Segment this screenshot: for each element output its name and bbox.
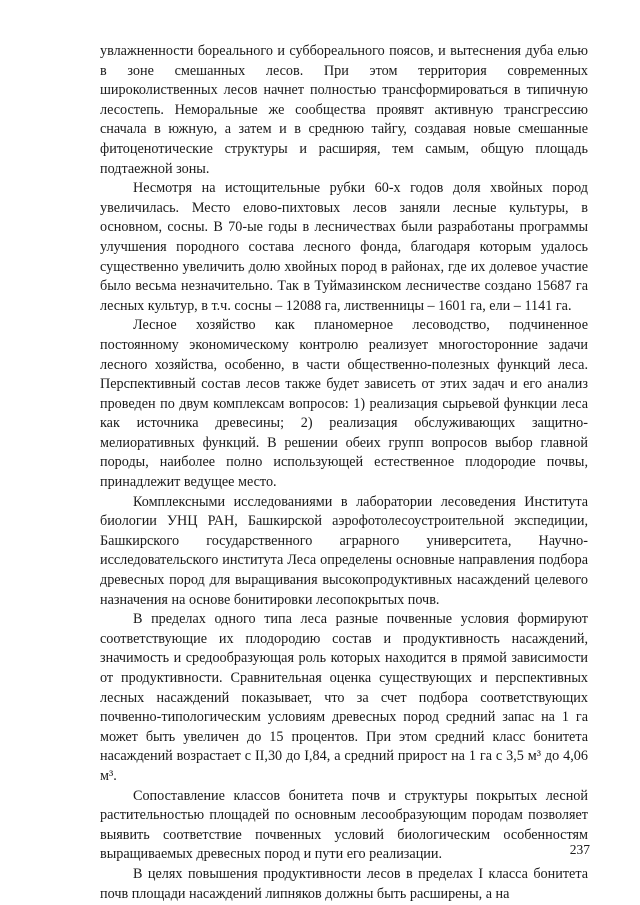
paragraph-2: Несмотря на истощительные рубки 60-х годов доля хвойных пород увеличилась. Место елово-пихтовых лесов заняли лесные культуры, в основном, сосны. В 70-ые годы в лесничествах были разработаны программы улучшения породного состава лесного фонда, благодаря которым удалось существенно увеличить долю хвойных пород в районах, где их долевое участие было весьма незначительно. Так в Туймазинском лесничестве создано 15687 га лесных культур, в т.ч. сосны – 12088 га, лиственницы – 1601 га, ели – 1141 га. [100,180,588,314]
paragraph-1: увлажненности бореального и суббореального поясов, и вытеснения дуба елью в зоне смешанных лесов. При этом территория современных широколиственных лесов начнет полностью трансформироваться в типичную лесостепь. Неморальные же сообщества проявят активную трансгрессию сначала в южную, а затем и в среднюю тайгу, создавая новые смешанные фитоценотические структуры и расширяя, тем самым, общую площадь подтаежной зоны. [100,43,588,177]
paragraph-5: В пределах одного типа леса разные почвенные условия формируют соответствующие их плодородию состав и продуктивность насаждений, значимость и средообразующая роль которых находится в прямой зависимости от продуктивности. Сравнительная оценка существующих и перспективных лесных насаждений показывает, что за счет подбора соответствующих почвенно-типологическим условиям древесных пород средний запас на 1 га может быть увеличен до 15 процентов. При этом средний класс бонитета насаждений возрастает с II,30 до I,84, а средний прирост на 1 га с 3,5 м³ до 4,06 м³. [100,611,588,784]
paragraph-6: Сопоставление классов бонитета почв и структуры покрытых лесной растительностью площадей по основным лесообразующим породам позволяет выявить соответствие почвенных условий биологическим особенностям выращиваемых древесных пород и пути его реализации. [100,787,588,863]
page-number: 237 [569,842,590,857]
paragraph-4: Комплексными исследованиями в лаборатории лесоведения Института биологии УНЦ РАН, Башкирской аэрофотолесоустроительной экспедиции, Башкирского государственного аграрного университета, Научно-исследовательского института Леса определены основные направления подбора древесных пород для выращивания высокопродуктивных насаждений целевого назначения на основе бонитировки лесопокрытых почв. [100,493,588,608]
paragraph-7: В целях повышения продуктивности лесов в пределах I класса бонитета почв площади насаждений липняков должны быть расширены, а на [100,865,588,902]
paragraph-3: Лесное хозяйство как планомерное лесоводство, подчиненное постоянному экономическому контролю реализует многосторонние задачи лесного хозяйства, особенно, в части общественно-полезных функций леса. Перспективный состав лесов также будет зависеть от этих задач и его анализ проведен по двум комплексам вопросов: 1) реализация сырьевой функции леса как источника древесины; 2) реализация обслуживающих защитно-мелиоративных функций. В решении обеих групп вопросов выбор главной породы, наиболее полно использующей естественное плодородие почвы, принадлежит ведущее место. [100,317,588,491]
